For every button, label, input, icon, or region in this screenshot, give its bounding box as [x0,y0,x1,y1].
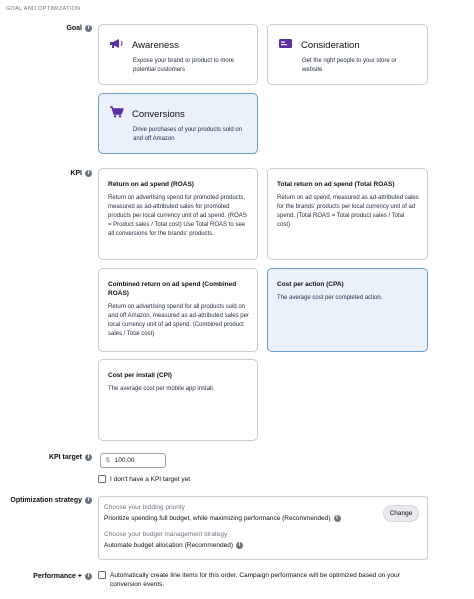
shopping-cart-icon [109,105,124,123]
goal-card-title: Awareness [132,39,179,51]
change-button[interactable]: Change [383,505,419,522]
performance-plus-checkbox[interactable] [98,571,106,579]
kpi-card-title: Total return on ad spend (Total ROAS) [277,181,395,188]
kpi-card-combined-roas[interactable] [98,268,258,352]
info-icon[interactable]: i [85,497,92,504]
kpi-card-description: Return on advertising spend for all products sold on and off Amazon, measured as ad-attributed sales per local currency unit of ad spend. (Combined product sales / Total cost) [108,304,249,337]
info-icon[interactable]: i [85,25,92,32]
budget-strategy-value: Automate budget allocation (Recommended) [104,542,233,549]
kpi-card-description: The average cost per mobile app install. [108,386,215,392]
goal-card-consideration[interactable] [267,24,428,85]
info-icon[interactable]: i [85,454,92,461]
optimization-strategy-box [98,496,428,560]
budget-strategy-sublabel: Choose your budget management strategy [104,531,228,538]
kpi-label [12,168,92,178]
info-icon[interactable]: i [85,170,92,177]
goal-card-conversions[interactable] [98,93,258,154]
bidding-priority-row [104,515,341,522]
info-icon[interactable]: i [334,515,341,522]
kpi-card-title: Return on ad spend (ROAS) [108,181,194,188]
goal-card-title: Conversions [132,108,185,120]
kpi-target-value: 100.00 [114,457,135,464]
kpi-card-description: Return on ad spend, measured as ad-attributed sales for the brands' products per local currency unit of ad spend. (Total ROAS = Total product sales / Total cost) [277,195,419,228]
performance-plus-label-text: Performance + [33,572,82,580]
kpi-card-title: Combined return on ad spend (Combined ROAS) [108,281,237,297]
bidding-priority-sublabel: Choose your bidding priority [104,504,185,511]
currency-symbol: $ [106,457,110,464]
kpi-label-text: KPI [70,169,82,177]
optimization-strategy-label [2,495,92,505]
megaphone-icon [109,36,124,54]
goal-card-description: Get the right people to your store or website [302,58,397,73]
info-icon[interactable]: i [236,542,243,549]
no-kpi-target-label: I don't have a KPI target yet [110,476,191,483]
kpi-target-input[interactable] [100,453,166,468]
section-title: GOAL AND OPTIMIZATION [6,6,81,12]
kpi-card-total-roas[interactable] [267,168,428,260]
goal-card-description: Expose your brand or product to more potential customers [133,58,235,73]
kpi-target-label [12,452,92,462]
optimization-strategy-label-text: Optimization strategy [10,496,82,504]
performance-plus-text: Automatically create line items for this order. Campaign performance will be optimized based on your conversion events. [110,572,400,588]
bidding-priority-value: Prioritize spending full budget, while maximizing performance (Recommended) [104,515,331,522]
kpi-target-label-text: KPI target [48,453,82,461]
performance-plus-label [12,571,92,581]
performance-plus-row [98,571,428,589]
no-kpi-target-checkbox[interactable] [98,475,106,483]
kpi-card-title: Cost per install (CPI) [108,372,172,379]
budget-strategy-row [104,542,243,549]
kpi-card-title: Cost per action (CPA) [277,281,344,288]
goal-card-description: Drive purchases of your products sold on and off Amazon [133,127,243,142]
kpi-card-roas[interactable] [98,168,258,260]
storefront-icon [278,36,293,54]
goal-card-title: Consideration [301,39,360,51]
kpi-card-description: The average cost per completed action. [277,295,383,301]
no-kpi-target-row [98,475,190,484]
kpi-card-cpa[interactable] [267,268,428,352]
kpi-card-cpi[interactable] [98,359,258,441]
goal-label-text: Goal [66,24,82,32]
kpi-card-description: Return on advertising spend for promoted products, measured as ad-attributed sales for promoted products per local currency unit of ad spend. (ROAS = Product sales / Total cost) Use Total ROAS to see all conversions for the brands' products. [108,195,247,237]
goal-label [12,23,92,33]
goal-card-awareness[interactable] [98,24,258,85]
info-icon[interactable]: i [85,573,92,580]
